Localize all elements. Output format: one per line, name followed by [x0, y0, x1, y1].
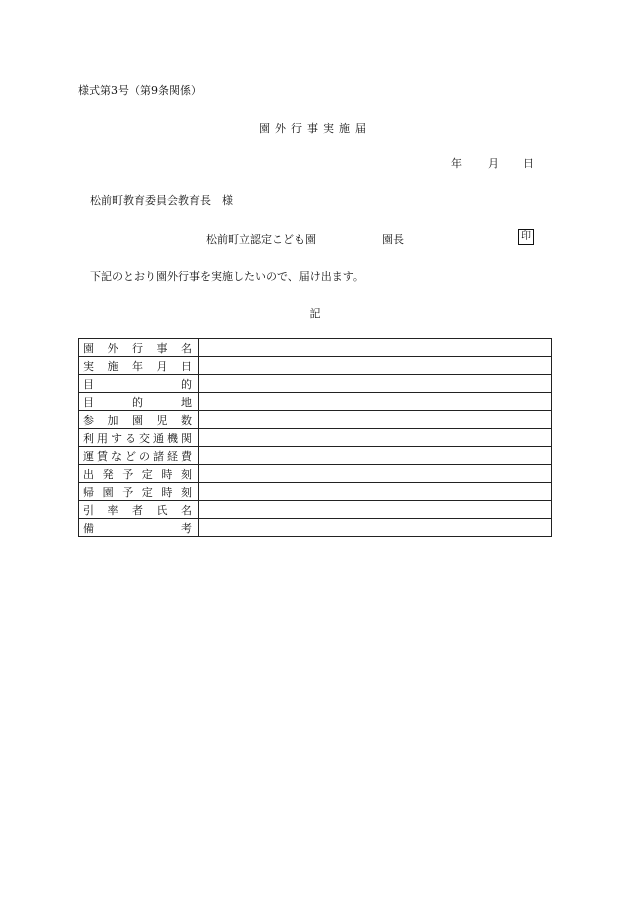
row-label: 運賃などの諸経費	[79, 447, 199, 465]
row-value-field[interactable]	[199, 519, 552, 537]
table-row	[79, 375, 552, 393]
row-value-field[interactable]	[199, 447, 552, 465]
date-day-label: 日	[523, 157, 534, 170]
sender-role: 園長	[382, 233, 404, 246]
row-value-field[interactable]	[199, 375, 552, 393]
row-value-field[interactable]	[199, 501, 552, 519]
table-row	[79, 357, 552, 375]
form-number: 様式第3号（第9条関係）	[78, 84, 202, 97]
row-label: 帰園予定時刻	[79, 483, 199, 501]
row-label: 園外行事名	[79, 339, 199, 357]
row-label: 備考	[79, 519, 199, 537]
table-row	[79, 465, 552, 483]
row-label: 実施年月日	[79, 357, 199, 375]
body-text: 下記のとおり園外行事を実施したいので、届け出ます。	[90, 270, 364, 283]
row-label: 引率者氏名	[79, 501, 199, 519]
event-form-table	[78, 338, 552, 537]
row-label: 出発予定時刻	[79, 465, 199, 483]
seal-mark: 印	[518, 229, 534, 245]
date-month-label: 月	[488, 157, 499, 170]
row-label: 目的	[79, 375, 199, 393]
table-row	[79, 519, 552, 537]
addressee: 松前町教育委員会教育長 様	[90, 194, 233, 207]
table-row	[79, 411, 552, 429]
document-title: 園外行事実施届	[259, 122, 371, 135]
table-row	[79, 393, 552, 411]
row-value-field[interactable]	[199, 357, 552, 375]
table-row	[79, 429, 552, 447]
table-row	[79, 501, 552, 519]
row-value-field[interactable]	[199, 393, 552, 411]
table-row	[79, 339, 552, 357]
table-row	[79, 483, 552, 501]
row-label: 参加園児数	[79, 411, 199, 429]
row-label: 利用する交通機関	[79, 429, 199, 447]
row-value-field[interactable]	[199, 429, 552, 447]
table-row	[79, 447, 552, 465]
row-label: 目的地	[79, 393, 199, 411]
date-year-label: 年	[451, 157, 462, 170]
sender-organization: 松前町立認定こども園	[206, 233, 316, 246]
row-value-field[interactable]	[199, 465, 552, 483]
ki-heading: 記	[309, 307, 321, 320]
row-value-field[interactable]	[199, 411, 552, 429]
row-value-field[interactable]	[199, 339, 552, 357]
row-value-field[interactable]	[199, 483, 552, 501]
